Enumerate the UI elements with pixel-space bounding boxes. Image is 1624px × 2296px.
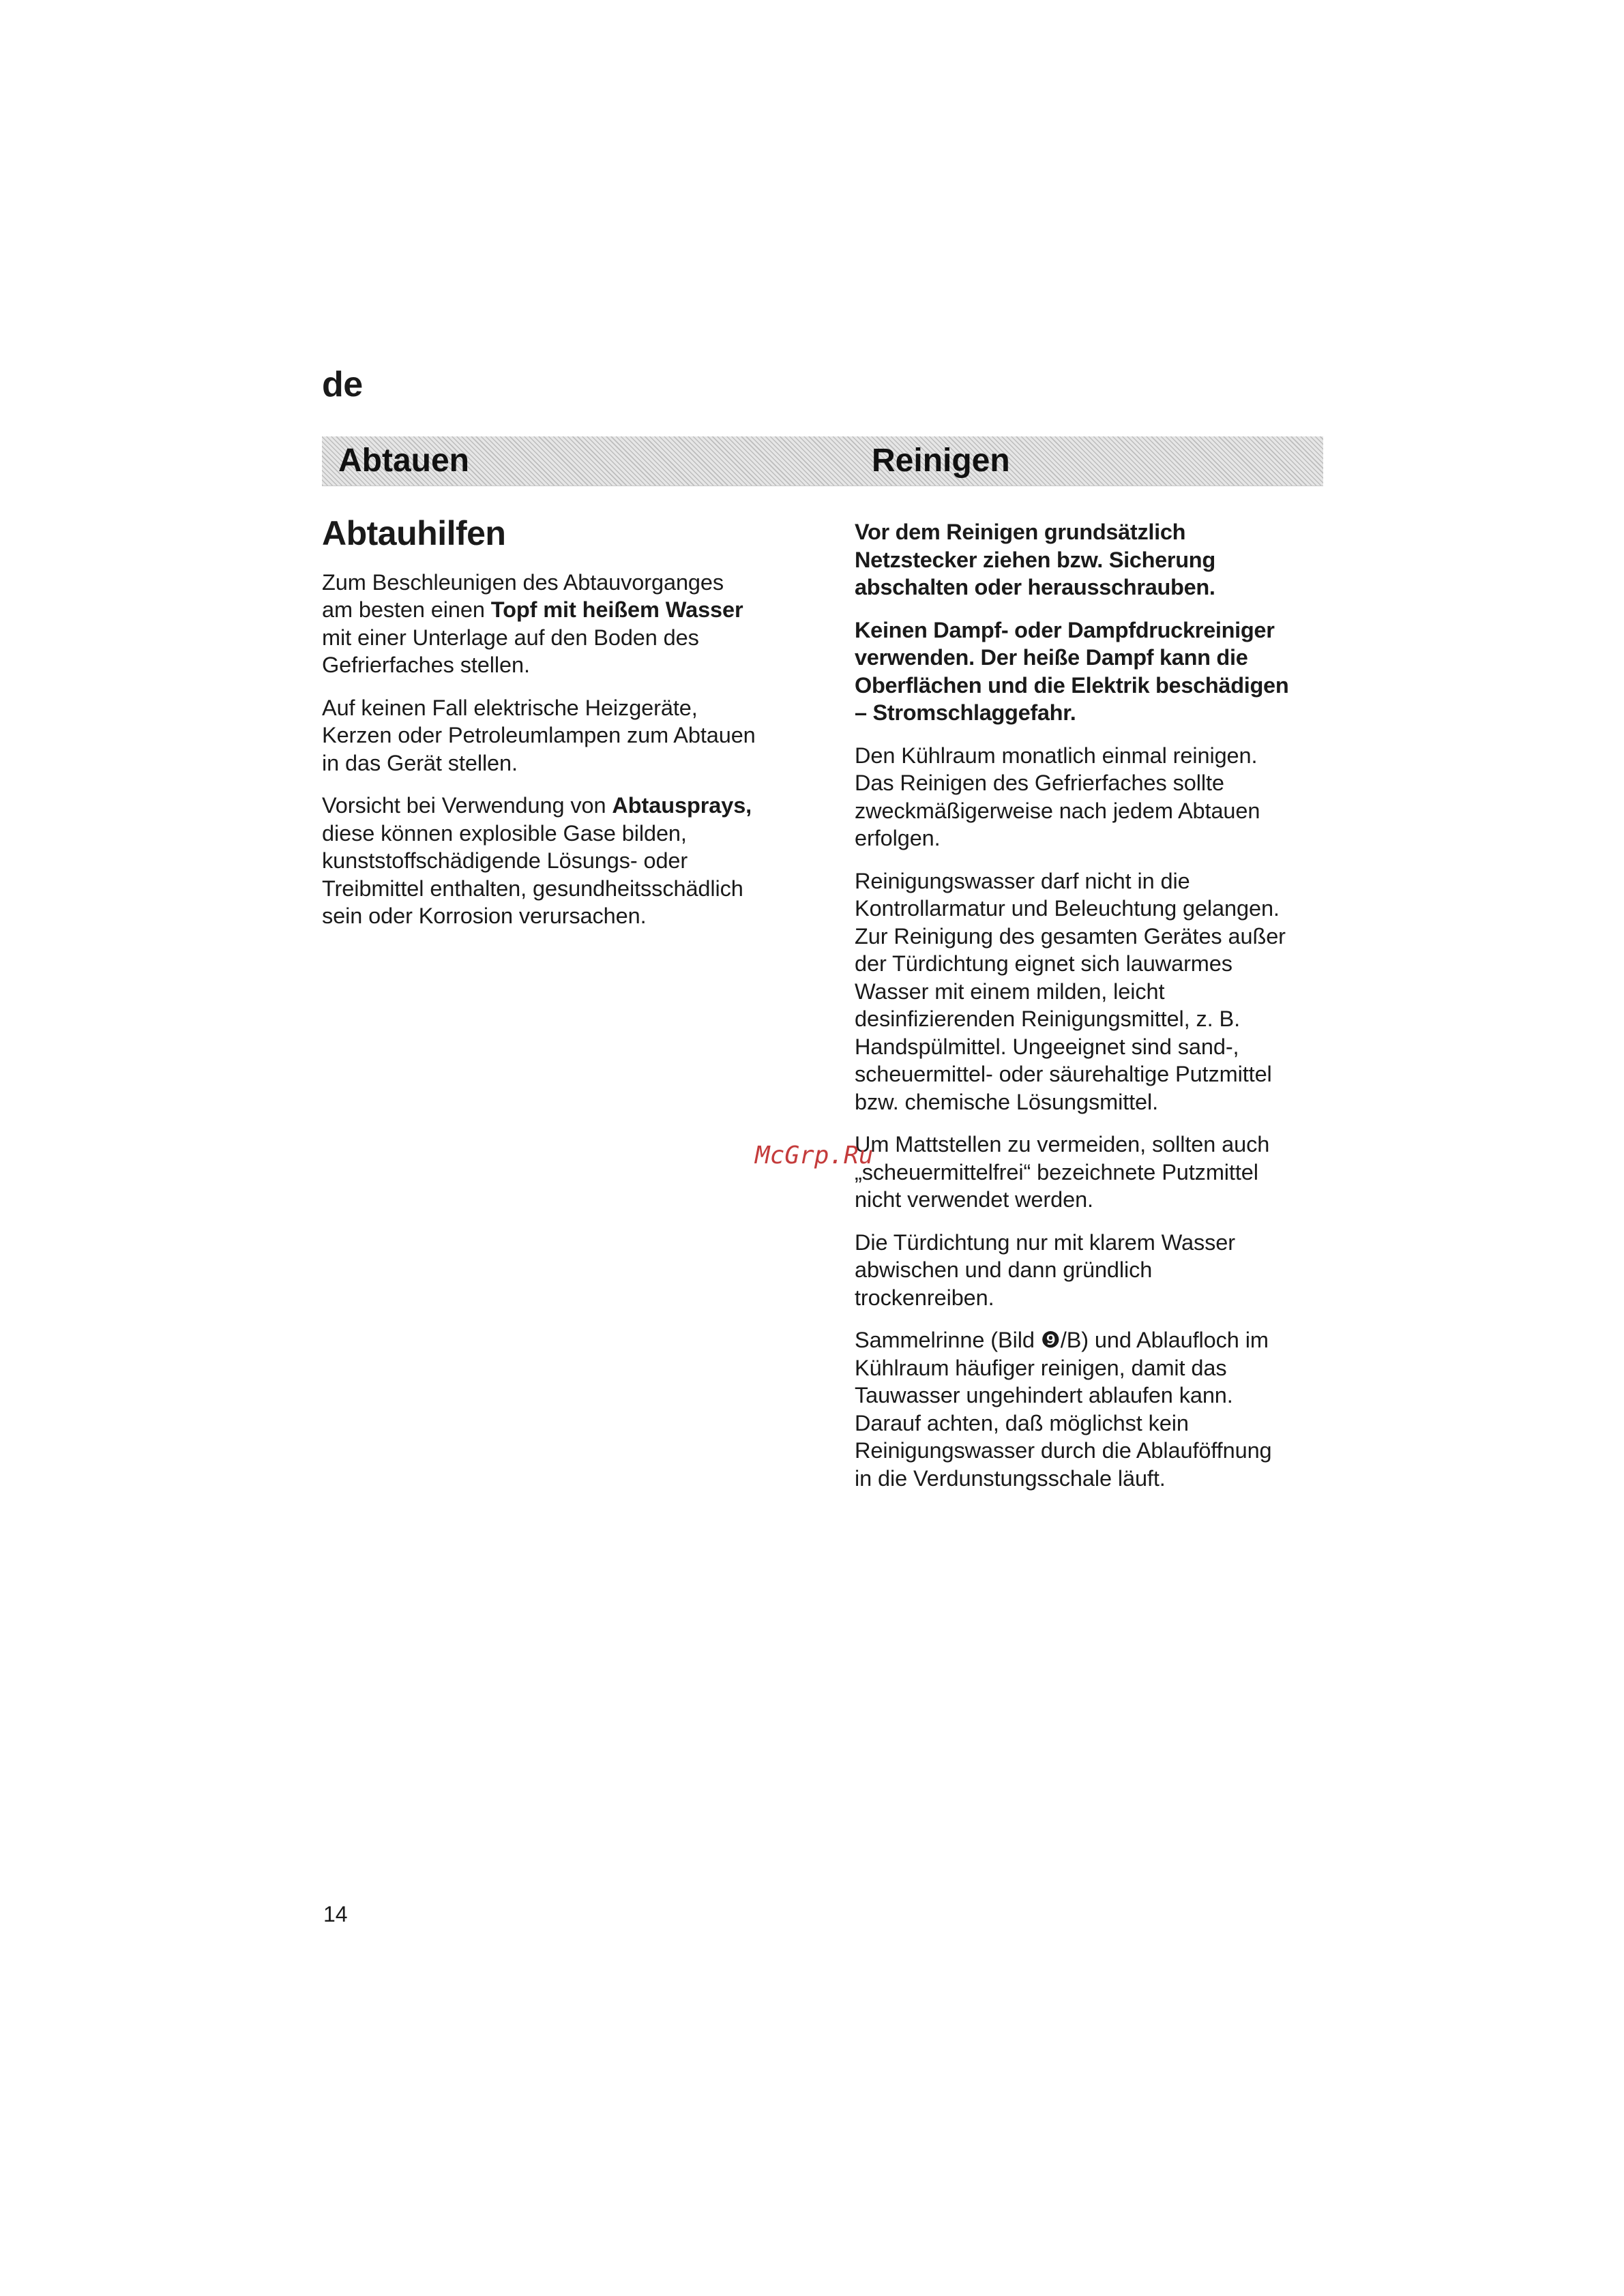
- paragraph-hot-water: [322, 569, 799, 679]
- section-title-abtauen: Abtauen: [338, 443, 469, 479]
- warning-unplug: Vor dem Reinigen grundsätzlich Netzstecker ziehen bzw. Sicherung abschalten oder herausschrauben.: [855, 520, 1215, 599]
- paragraph-no-heaters: Auf keinen Fall elektrische Heizgeräte, Kerzen oder Petroleumlampen zum Abtauen in das Gerät stellen.: [322, 695, 756, 775]
- text-run: diese können explosible Gase bilden, kunststoffschädigende Lösungs- oder Treibmittel enthalten, gesundheitsschädlich sein oder Korrosion verursachen.: [322, 820, 743, 928]
- section-header-band: [322, 436, 1323, 486]
- warning-no-steam-cleaner: Keinen Dampf- oder Dampfdruckreiniger verwenden. Der heiße Dampf kann die Oberflächen und die Elektrik beschädigen – Stromschlaggefahr.: [855, 617, 1289, 725]
- paragraph-door-seal: Die Türdichtung nur mit klarem Wasser abwischen und dann gründlich trockenreiben.: [855, 1229, 1236, 1310]
- subheading-abtauhilfen: Abtauhilfen: [322, 514, 506, 552]
- page-number: 14: [323, 1902, 348, 1926]
- left-column: [322, 514, 799, 945]
- text-run: Zum Beschleunigen des Abtauvorganges am besten einen: [322, 569, 724, 622]
- bold-text-run: Topf mit heißem Wasser: [490, 597, 743, 622]
- text-run: mit einer Unterlage auf den Boden des Gefrierfaches stellen.: [322, 625, 699, 677]
- text-run: Vorsicht bei Verwendung von: [322, 793, 612, 818]
- section-title-reinigen: Reinigen: [872, 443, 1010, 479]
- paragraph-defrost-sprays: [322, 792, 799, 930]
- paragraph-monthly-cleaning: Den Kühlraum monatlich einmal reinigen. Das Reinigen des Gefrierfaches sollte zweckmäßigerweise nach jedem Abtauen erfolgen.: [855, 743, 1260, 850]
- paragraph-matte-spots: Um Mattstellen zu vermeiden, sollten auch „scheuermittelfrei“ bezeichnete Putzmittel nicht verwendet werden.: [855, 1132, 1270, 1212]
- paragraph-drain-channel: Sammelrinne (Bild ❾/B) und Ablaufloch im Kühlraum häufiger reinigen, damit das Tauwasser ungehindert ablaufen kann. Darauf achten, daß möglichst kein Reinigungswasser durch die Ablauföffnung in die Verdunstungsschale läuft.: [855, 1328, 1272, 1491]
- right-column: [855, 518, 1332, 1507]
- bold-text-run: Abtausprays,: [612, 793, 752, 818]
- language-tag: de: [322, 365, 363, 404]
- paragraph-cleaning-water: Reinigungswasser darf nicht in die Kontrollarmatur und Beleuchtung gelangen. Zur Reinigung des gesamten Gerätes außer der Türdichtung eignet sich lauwarmes Wasser mit einem milden, leicht desinfizierenden Reinigungsmittel, z. B. Handspülmittel. Ungeeignet sind sand-, scheuermittel- oder säurehaltige Putzmittel bzw. chemische Lösungsmittel.: [855, 868, 1286, 1114]
- watermark-text: McGrp.Ru: [755, 1142, 874, 1169]
